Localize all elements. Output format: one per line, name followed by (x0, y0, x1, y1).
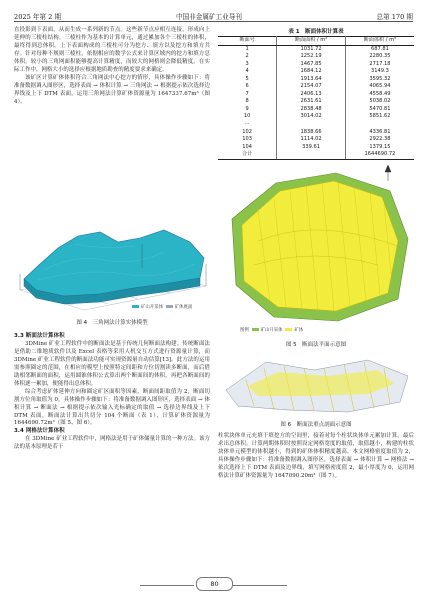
footer-rule-left (140, 585, 194, 586)
table-cell: 2838.48 (277, 106, 346, 114)
legend-swatch-green (252, 328, 259, 332)
table-cell: 2631.61 (277, 98, 346, 106)
figure-5-image (218, 161, 414, 337)
table-cell: 103 (218, 136, 277, 144)
table-cell: 4336.81 (369, 128, 391, 135)
table-row (218, 106, 414, 114)
legend-label: 矿体 (294, 328, 304, 333)
table-row (218, 151, 414, 159)
section-heading: 3.3 断面法计算体积 (14, 333, 65, 339)
table-row (218, 45, 414, 53)
section-heading: 3.4 网格法计算体积 (14, 428, 65, 435)
total-issue-label: 总第 170 期 (376, 13, 413, 21)
table-cell: 2154.07 (277, 83, 346, 91)
table-cell: 102 (218, 129, 277, 137)
paragraph: 综合考虑矿体延伸方向和圈定矿区面积等因素，断面间距取值为 2，断面切割方位角取值为 0，具体操作步骤如下：将准备数据调入图形区，选择表面 → 体积计算 → 断面法 → 根据提示依次输入光标确定的取值 → 选择边界线及上下 DTM 表面，断面法计算出共切分 104 个断面（表 1），计算矿体资源量为 1644690.72m³（图 5、图 6）。 (14, 388, 210, 427)
table-cell: 2717.18 (369, 60, 391, 67)
table-cell: 1379.15 (369, 143, 391, 150)
table-cell: 1684.12 (277, 68, 346, 76)
table-1 (218, 36, 414, 160)
figure-5-plan (218, 161, 414, 337)
table-cell: 5 (218, 76, 277, 84)
table-cell: 1644690.72 (345, 151, 414, 159)
figure-4-caption: 图 4 三角网法计算实体模型 (76, 320, 148, 326)
table-row (218, 121, 414, 129)
figure-5-caption: 图 5 断面法平面示意图 (285, 342, 347, 348)
table-cell: 339.61 (277, 144, 346, 152)
figure-5-legend (240, 327, 303, 333)
table-row (218, 76, 414, 84)
table-row (218, 91, 414, 99)
legend-swatch-yellow (285, 328, 292, 332)
table-cell: 687.81 (371, 45, 389, 52)
table-cell: 1 (218, 45, 277, 53)
section-3-3 (14, 333, 210, 452)
legend-label: 矿山开采体 (141, 305, 163, 310)
figure-6-caption: 图 6 断面法重点剖面示意图 (280, 422, 352, 428)
column-header: 断面号 (218, 37, 277, 46)
table-cell: 1031.72 (277, 45, 346, 53)
legend-swatch-cyan (132, 305, 139, 309)
table-row (218, 136, 414, 144)
table-row (218, 113, 414, 121)
table-row (218, 53, 414, 61)
table-cell: 5038.02 (369, 98, 391, 105)
paragraph: 3DMine 矿业工程软件中的断面法是基于传统几何断面法构建。传统断面法是借助二维地质软件以及 Excel 表格等采用人机交互方式进行资源量计算，而 3DMine 矿业工程软件的断面法功能可实现资源量自动估算[13]。此方法的运用需参照圈定的范围，在相应的模型上按照特定间距和方位切割读多断面，而后借助相邻断面的面积，运用圆锥体积公式算出两个断面间的体积，再把各断面间的体积逐一累加，便能得出总体积。 (14, 340, 210, 387)
paragraph: 直投影到下表面，从而生成一系列新的节点。这些新节点应相互连接，形成向上延伸的三棱柱结构。三棱柱作为基本的计算单元，通过累加各个三棱柱的体积，最终得到总体积。上下表面构成的三棱柱可分为挖方、填方以及挖方和填方共存。针对每种不规则三棱柱，依据相应的数学公式来计算区域内的挖方和填方总体积。较小的三角网面积能够提高计算精度，而较大的网格则会降低精度。在实际工作中，网格大小的选择应根据地质勘查的精度要求来确定。 (14, 27, 210, 73)
table-row (218, 129, 414, 137)
paragraph: 该矿区计算矿体体积符合三角网法中心挖方的情形，具体操作步骤如下：将准备数据调入图形区，选择表面 → 体积计算 → 三角网法 → 根据提示依次选择边界线及上下 DTM 表面，运用三角网法计算矿体资源量为 1647337.67m³（图 4）。 (14, 74, 210, 105)
table-cell: 3 (218, 61, 277, 69)
table-cell: 3014.02 (277, 113, 346, 121)
table-cell: 3595.32 (369, 75, 391, 82)
journal-title: 中国非金属矿工业导刊 (176, 13, 242, 21)
table-cell: 3149.3 (371, 68, 389, 75)
footer-rule-right (233, 585, 287, 586)
table-cell (277, 121, 346, 129)
left-column-top (14, 27, 210, 107)
table-cell: 合计 (218, 151, 277, 159)
table-row (218, 98, 414, 106)
table-cell: 2406.13 (277, 91, 346, 99)
table-cell: 5851.62 (369, 113, 391, 120)
table-row (218, 83, 414, 91)
table-row (218, 68, 414, 76)
table-cell: 7 (218, 91, 277, 99)
legend-title: 图例 (240, 328, 249, 333)
legend-label: 矿山开采体 (260, 328, 283, 333)
figure-4-legend (132, 304, 192, 310)
table-cell: 4065.94 (369, 83, 391, 90)
table-cell: 1114.02 (277, 136, 346, 144)
right-column-bottom (218, 433, 414, 481)
table-cell: 2 (218, 53, 277, 61)
table-1-title: 表 1 断面体积计算表 (288, 29, 344, 35)
figure-6-image (218, 350, 414, 418)
legend-label: 矿体底面 (174, 305, 193, 310)
table-cell: 10 (218, 113, 277, 121)
page-number: 80 (196, 577, 233, 591)
table-cell: 1913.64 (277, 76, 346, 84)
table-cell: ⋯ (218, 121, 277, 129)
issue-label: 2025 年第 2 期 (14, 13, 62, 21)
figure-4-image (14, 224, 210, 314)
table-cell (277, 151, 346, 159)
table-cell (345, 121, 414, 129)
figure-4-model (14, 224, 210, 314)
table-cell: 1467.85 (277, 61, 346, 69)
paragraph: 柱状块体单元充填于填挖方的空间里，接着对每个柱状块体单元累加计算，最后求出总体积。计算两期体积时按照设定网格宽度的取值，取值越小，构建的柱状块体单元模型的体积越小，得到的矿体体积精度越高。本文网格密度取值为 2，具体操作步骤如下：将准备数据调入图形区，选择表面 → 体积计算 → 网格法 → 依次选择上下 DTM 表面及边界线，填写网格密度值 2，最小厚度为 0，运用网格法计算矿体资源量为 1647090.20m³（图 7）。 (218, 433, 414, 479)
table-cell: 1252.19 (277, 53, 346, 61)
table-cell: 1838.66 (277, 129, 346, 137)
volume-table (218, 36, 414, 160)
table-cell: 2922.38 (369, 136, 391, 143)
table-cell: 6 (218, 83, 277, 91)
table-cell: 104 (218, 144, 277, 152)
table-cell: 4558.49 (369, 90, 391, 97)
column-header: 断面面积 / m² (277, 37, 346, 46)
table-cell: 4 (218, 68, 277, 76)
table-cell: 2280.35 (369, 53, 391, 60)
figure-6-sections (218, 350, 414, 418)
table-row (218, 61, 414, 69)
paragraph: 在 3DMine 矿业工程软件中，网格法是用于矿体储量计算的一种方法。该方法的基本原理是若干 (14, 436, 210, 451)
table-cell: 9 (218, 106, 277, 114)
table-cell: 5470.81 (369, 105, 391, 112)
column-header: 断面体积 / m³ (345, 37, 414, 46)
legend-swatch-grey (166, 305, 173, 309)
table-cell: 8 (218, 98, 277, 106)
header-rule (14, 21, 413, 22)
